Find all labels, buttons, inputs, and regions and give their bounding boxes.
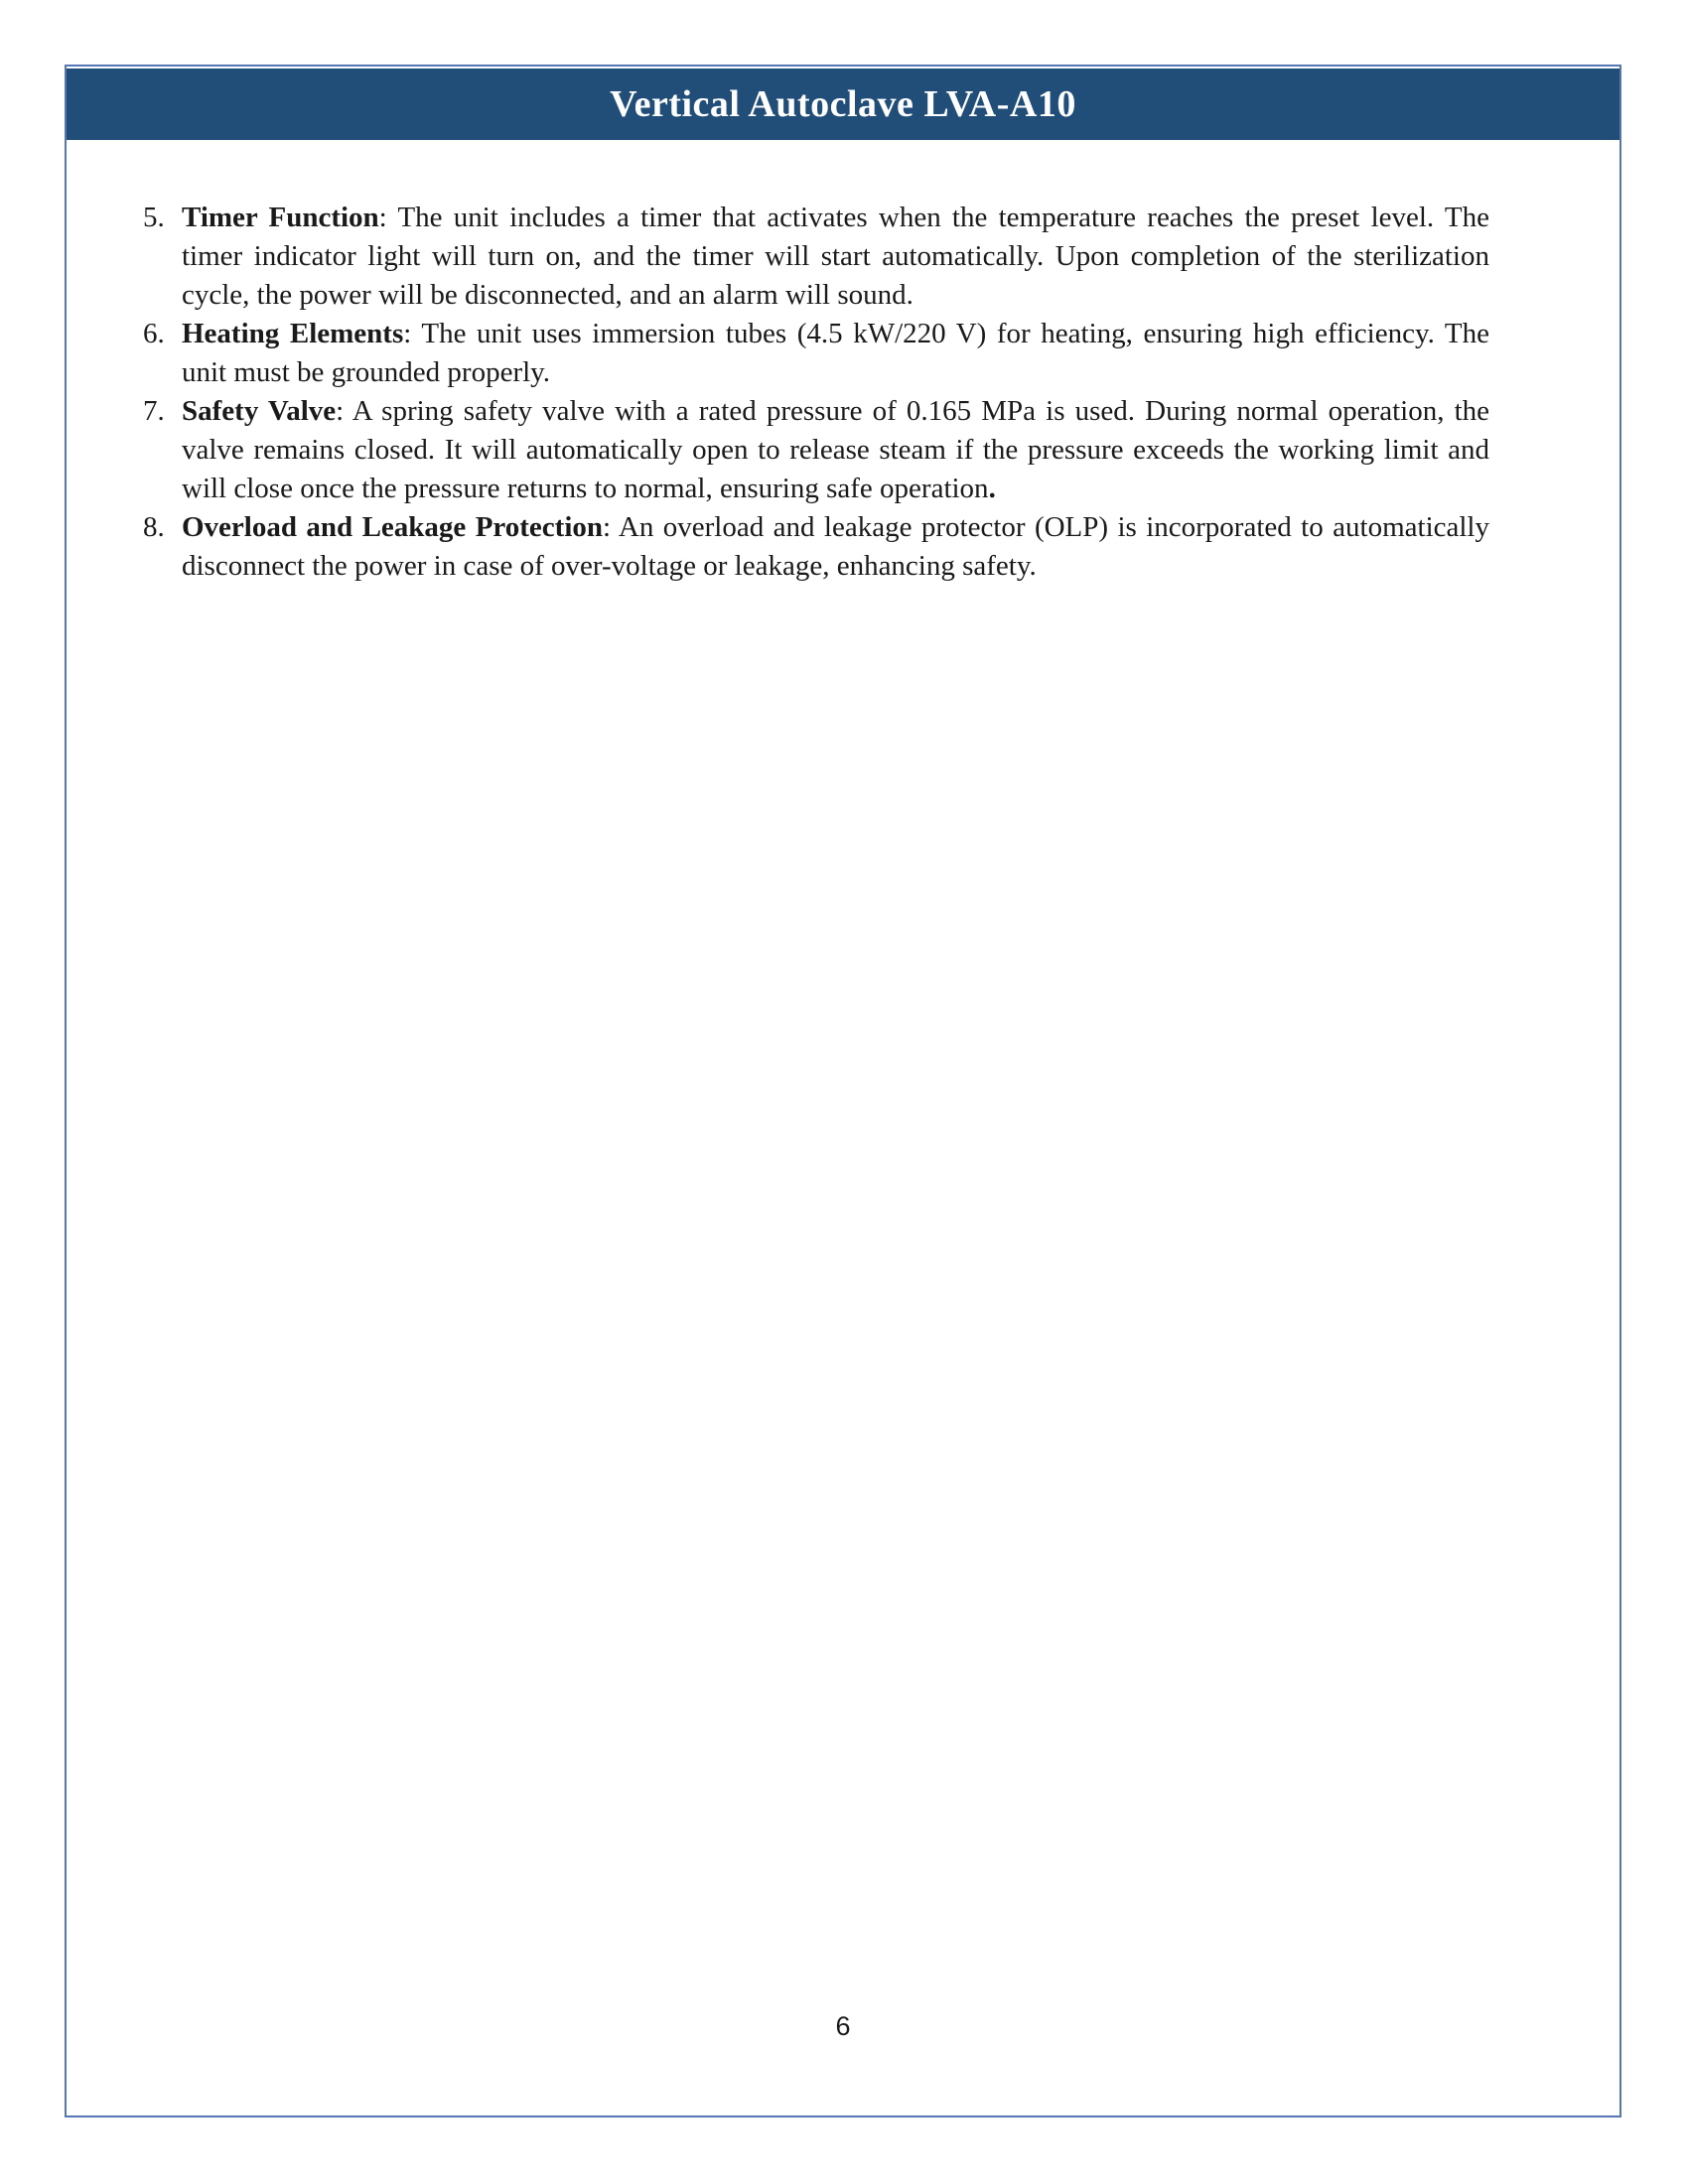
list-item-lead: Safety Valve [182, 395, 337, 427]
list-item [143, 392, 1490, 508]
list-item-lead: Timer Function [182, 202, 379, 233]
list-item-number: 6. [143, 318, 165, 349]
list-item-lead: Overload and Leakage Protection [182, 511, 604, 543]
list-item-body: An overload and leakage protector (OLP) is incorporated to automatically disconnect the power in case of over-voltage or leakage, enhancing safety. [182, 511, 1489, 582]
list-item [143, 199, 1489, 315]
list-item-number: 5. [143, 202, 165, 233]
list-item-separator: : [603, 511, 619, 543]
list-item [143, 315, 1489, 392]
list-item-body: The unit uses immersion tubes (4.5 kW/220 V) for heating, ensuring high efficiency. The unit must be grounded properly. [182, 318, 1489, 388]
list-item-separator: : [403, 318, 422, 349]
list-item-lead: Heating Elements [182, 318, 404, 349]
list-item-body: A spring safety valve with a rated pressure of 0.165 MPa is used. During normal operation, the valve remains closed. It will automatically open to release steam if the pressure exceeds the working limit and will close once the pressure returns to normal, ensuring safe operation [182, 395, 1490, 504]
list-item-number: 7. [143, 395, 165, 427]
list-item-body: The unit includes a timer that activates when the temperature reaches the preset level. The timer indicator light will turn on, and the timer will start automatically. Upon completion of the sterilization cycle, the power will be disconnected, and an alarm will sound. [182, 202, 1489, 311]
list-item-number: 8. [143, 511, 165, 543]
document-title: Vertical Autoclave LVA-A10 [610, 83, 1076, 125]
feature-list [143, 199, 1490, 586]
list-item-separator: : [336, 395, 352, 427]
list-item [143, 508, 1489, 586]
document-header [67, 68, 1619, 140]
list-item-separator: : [378, 202, 398, 233]
page-number: 6 [835, 2011, 851, 2041]
list-item-tail: . [988, 473, 996, 504]
